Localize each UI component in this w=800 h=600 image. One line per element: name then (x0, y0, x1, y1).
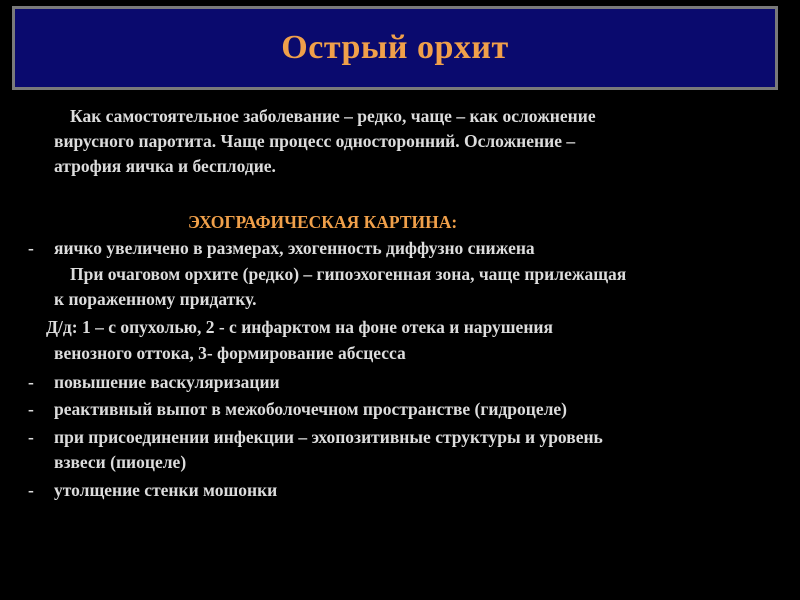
focal-line-1: При очаговом орхите (редко) – гипоэхогенная зона, чаще прилежащая (70, 264, 627, 284)
bullet-item-5: утолщение стенки мошонки (54, 480, 278, 500)
intro-line-3: атрофия яичка и бесплодие. (54, 156, 276, 176)
dd-line-2: венозного оттока, 3- формирование абсцесса (54, 343, 406, 363)
intro-line-2: вирусного паротита. Чаще процесс односторонний. Осложнение – (54, 131, 576, 151)
bullet-dash-4: - (28, 427, 34, 447)
bullet-item-2: повышение васкуляризации (54, 372, 280, 392)
section-heading: ЭХОГРАФИЧЕСКАЯ КАРТИНА: (188, 212, 458, 232)
intro-line-1: Как самостоятельное заболевание – редко, чаще – как осложнение (70, 106, 596, 126)
bullet-dash-1: - (28, 238, 34, 258)
focal-line-2: к пораженному придатку. (54, 289, 257, 309)
bullet-item-1: яичко увеличено в размерах, эхогенность диффузно снижена (54, 238, 535, 258)
bullet-dash-2: - (28, 372, 34, 392)
bullet-item-4-line-1: при присоединении инфекции – эхопозитивные структуры и уровень (54, 427, 603, 447)
bullet-item-4-line-2: взвеси (пиоцеле) (54, 452, 187, 472)
bullet-dash-3: - (28, 399, 34, 419)
dd-line-1: Д/д: 1 – с опухолью, 2 - с инфарктом на фоне отека и нарушения (46, 317, 553, 337)
bullet-dash-5: - (28, 480, 34, 500)
title-box (12, 6, 778, 90)
bullet-item-3: реактивный выпот в межоболочечном пространстве (гидроцеле) (54, 399, 568, 419)
slide-title: Острый орхит (281, 29, 509, 66)
